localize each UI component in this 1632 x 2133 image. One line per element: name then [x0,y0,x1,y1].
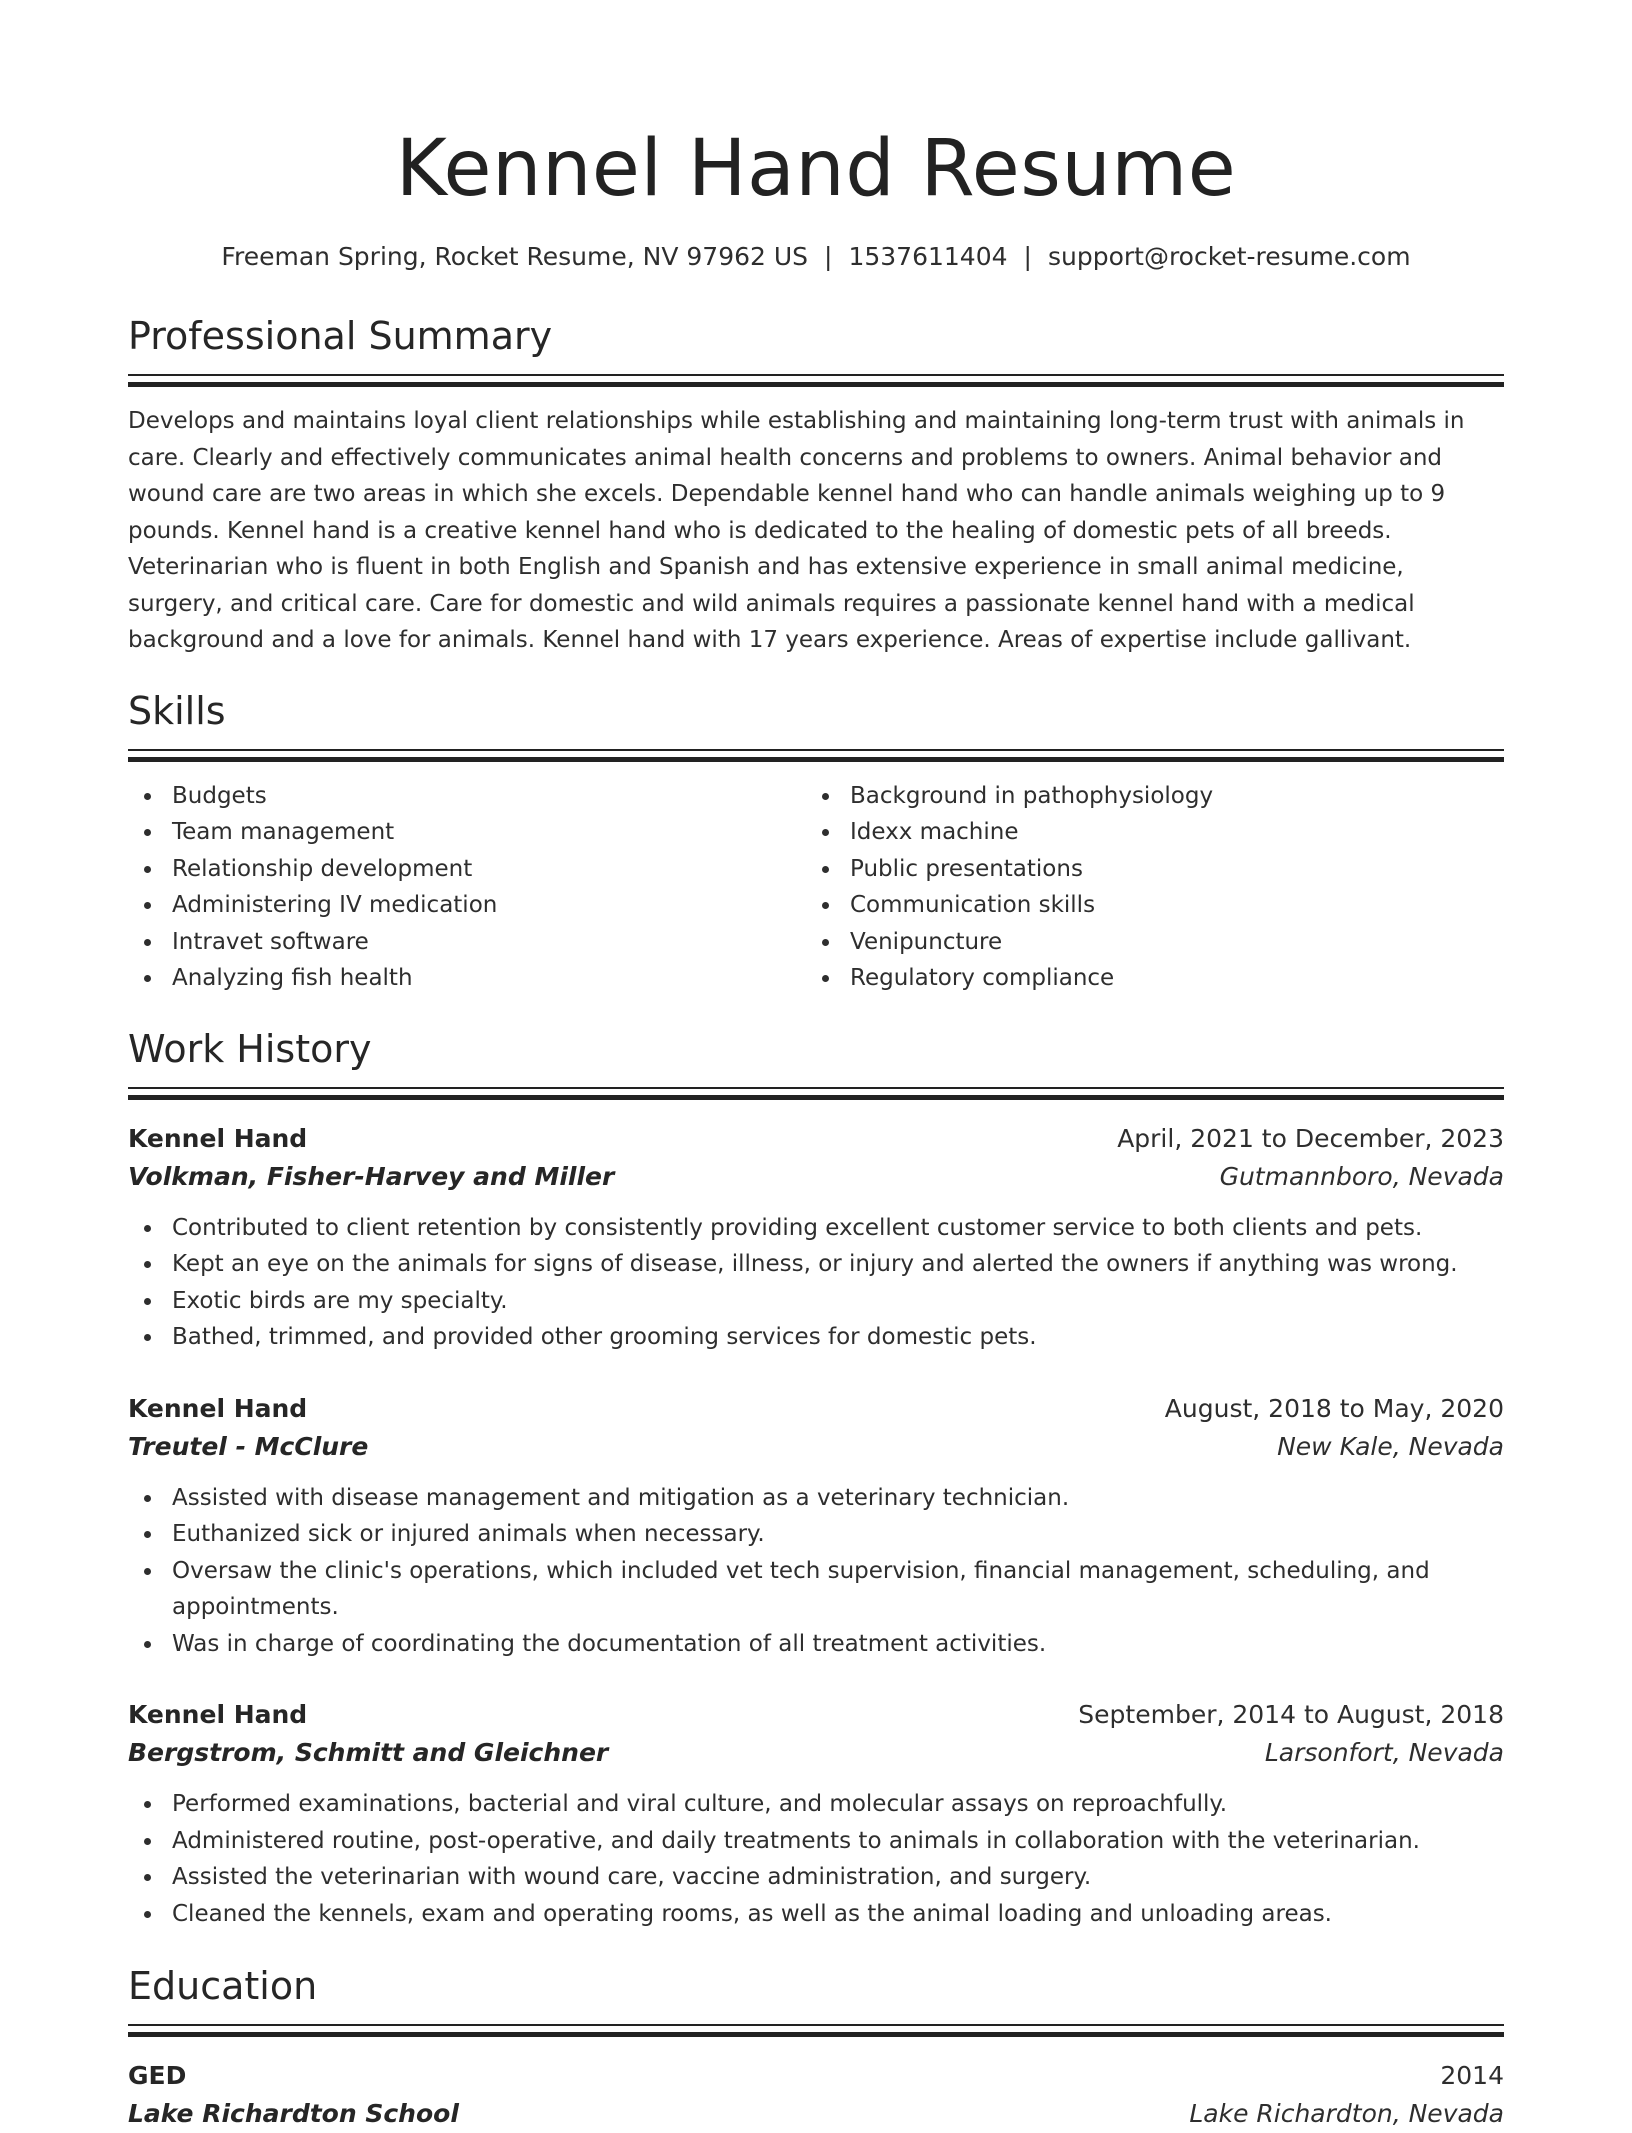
skill-item: Public presentations [850,851,1484,888]
education-school-row [128,2095,1504,2133]
skill-item: Venipuncture [850,924,1484,961]
education-degree: GED [128,2061,187,2090]
section-divider [128,1087,1504,1100]
job-bullet: Assisted with disease management and mitigation as a veterinary technician. [172,1480,1504,1517]
job-bullets [128,1210,1504,1356]
work-history-section [128,1025,1504,1933]
section-divider [128,2024,1504,2037]
job-location: Larsonfort, Nevada [1264,1738,1504,1767]
contact-line [128,240,1504,274]
job-bullet: Cleaned the kennels, exam and operating rooms, as well as the animal loading and unloading areas. [172,1896,1504,1933]
section-divider [128,749,1504,762]
contact-phone: 1537611404 [848,242,1008,271]
job-bullets [128,1786,1504,1932]
job-dates: September, 2014 to August, 2018 [1078,1700,1504,1729]
skill-item: Intravet software [172,924,806,961]
section-divider [128,374,1504,387]
job-header-row [128,1390,1504,1428]
job-bullet: Bathed, trimmed, and provided other grooming services for domestic pets. [172,1319,1504,1356]
job-title: Kennel Hand [128,1700,308,1729]
contact-email: support@rocket-resume.com [1047,242,1411,271]
education-location: Lake Richardton, Nevada [1189,2099,1504,2128]
job-bullet: Exotic birds are my specialty. [172,1283,1504,1320]
job-header-row [128,1696,1504,1734]
job-bullets [128,1480,1504,1663]
job-title: Kennel Hand [128,1123,308,1153]
skills-section [128,687,1504,997]
job-bullet: Administered routine, post-operative, and daily treatments to animals in collaboration with the veterinarian. [172,1823,1504,1860]
professional-summary-section [128,312,1504,659]
job-bullet: Contributed to client retention by consistently providing excellent customer service to both clients and pets. [172,1210,1504,1247]
section-title-skills: Skills [128,688,226,733]
job-entry [128,1390,1504,1663]
skills-column-left [128,778,806,997]
skill-item: Regulatory compliance [850,960,1484,997]
resume-name: Kennel Hand Resume [395,124,1237,214]
job-bullet: Oversaw the clinic's operations, which included vet tech supervision, financial management, scheduling, and appointments. [172,1553,1504,1626]
skill-item: Team management [172,814,806,851]
skill-item: Background in pathophysiology [850,778,1484,815]
education-school: Lake Richardton School [128,2099,459,2128]
skill-item: Analyzing fish health [172,960,806,997]
job-dates: August, 2018 to May, 2020 [1164,1393,1504,1423]
education-section [128,1962,1504,2133]
education-year: 2014 [1440,2061,1504,2090]
job-header-row [128,1120,1504,1158]
section-title-work-history: Work History [128,1026,372,1071]
skills-column-right [806,778,1484,997]
job-title: Kennel Hand [128,1393,308,1423]
skill-item: Administering IV medication [172,887,806,924]
skills-grid [128,778,1504,997]
job-bullet: Euthanized sick or injured animals when necessary. [172,1516,1504,1553]
job-dates: April, 2021 to December, 2023 [1117,1123,1504,1153]
section-title-summary: Professional Summary [128,314,553,358]
contact-separator: | [1023,242,1032,271]
skill-item: Budgets [172,778,806,815]
education-header-row [128,2057,1504,2095]
education-entry [128,2057,1504,2133]
job-company-row [128,1158,1504,1196]
resume-page [128,0,1504,2133]
contact-separator: | [824,242,833,271]
job-bullet: Performed examinations, bacterial and viral culture, and molecular assays on reproachfully. [172,1786,1504,1823]
job-company: Bergstrom, Schmitt and Gleichner [128,1738,609,1767]
job-location: Gutmannboro, Nevada [1219,1161,1504,1191]
skill-item: Relationship development [172,851,806,888]
job-entry [128,1696,1504,1932]
skill-item: Idexx machine [850,814,1484,851]
job-bullet: Kept an eye on the animals for signs of disease, illness, or injury and alerted the owners if anything was wrong. [172,1246,1504,1283]
job-bullet: Was in charge of coordinating the documentation of all treatment activities. [172,1626,1504,1663]
contact-address: Freeman Spring, Rocket Resume, NV 97962 US [221,242,809,271]
section-title-education: Education [128,1964,318,2008]
job-company: Volkman, Fisher-Harvey and Miller [128,1161,615,1191]
job-bullet: Assisted the veterinarian with wound care, vaccine administration, and surgery. [172,1859,1504,1896]
job-company-row [128,1428,1504,1466]
skill-item: Communication skills [850,887,1484,924]
job-company-row [128,1734,1504,1772]
job-entry [128,1120,1504,1356]
summary-text: Develops and maintains loyal client relationships while establishing and maintaining long-term trust with animals in care. Clearly and effectively communicates animal health concerns and problems to owners. Animal behavior and wound care are two areas in which she excels. Dependable kennel hand who can handle animals weighing up to 9 pounds. Kennel hand is a creative kennel hand who is dedicated to the healing of domestic pets of all breeds. Veterinarian who is fluent in both English and Spanish and has extensive experience in small animal medicine, surgery, and critical care. Care for domestic and wild animals requires a passionate kennel hand with a medical background and a love for animals. Kennel hand with 17 years experience. Areas of expertise include gallivant. [128,408,1465,653]
job-location: New Kale, Nevada [1277,1431,1504,1461]
job-company: Treutel - McClure [128,1431,369,1461]
